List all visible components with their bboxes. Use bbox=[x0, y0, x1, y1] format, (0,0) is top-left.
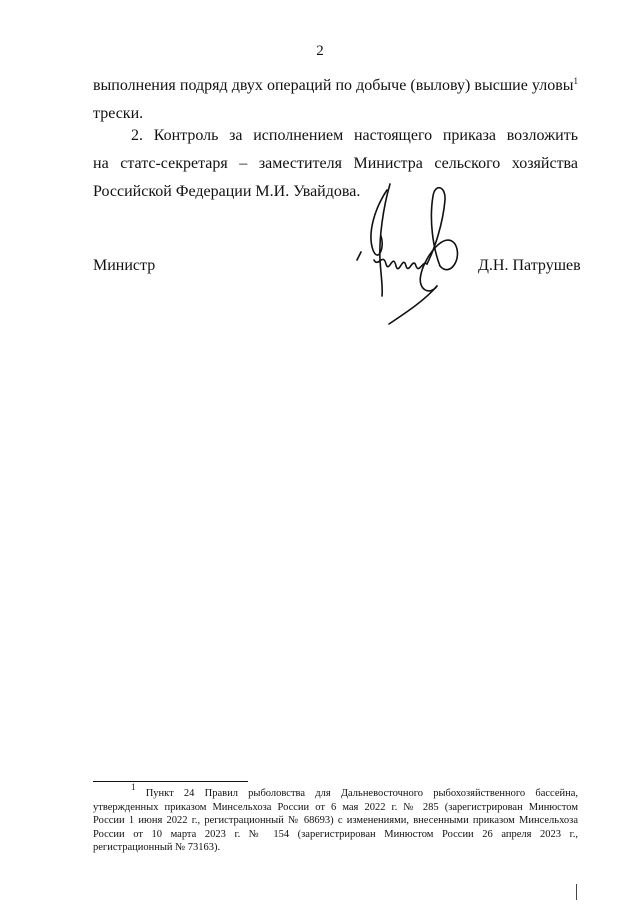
scan-artifact bbox=[576, 884, 577, 900]
footnote-divider bbox=[93, 781, 248, 782]
footnote-line-content: Пункт 24 Правил рыболовства для Дальневосточного рыбохозяйственного бассейна, bbox=[145, 788, 579, 799]
footnote-line: регистрационный № 73163). bbox=[93, 842, 221, 853]
handwritten-signature bbox=[345, 178, 480, 333]
text-line: Российской Федерации М.И. Увайдова. bbox=[93, 183, 361, 200]
signatory-name: Д.Н. Патрушев bbox=[478, 257, 581, 274]
paragraph-continuation bbox=[93, 72, 578, 128]
text-line: трески. bbox=[93, 105, 144, 122]
page-number: 2 bbox=[316, 43, 324, 59]
footnote bbox=[93, 782, 579, 855]
footnote-line: утвержденных приказом Минсельхоза России от 6 мая 2022 г. № 285 (зарегистрирован Минюстом bbox=[93, 801, 578, 813]
footnote-line: России от 10 марта 2023 г. № 154 (зарегистрирован Минюстом России 26 апреля 2023 г., bbox=[93, 828, 578, 840]
paragraph-item-2 bbox=[93, 122, 578, 206]
footnote-line bbox=[93, 782, 579, 801]
text-line-content: выполнения подряд двух операций по добыче (вылову) высшие уловы bbox=[93, 77, 574, 94]
text-line: 2. Контроль за исполнением настоящего приказа возложить bbox=[131, 127, 578, 144]
text-line bbox=[93, 72, 578, 100]
footnote-marker: 1 bbox=[131, 782, 136, 792]
footnote-line: России 1 июня 2022 г., регистрационный № 68693) с изменениями, внесенными приказом Минсельхоза bbox=[93, 815, 578, 826]
text-line: на статс-секретаря – заместителя Министра сельского хозяйства bbox=[93, 155, 578, 172]
signatory-position: Министр bbox=[93, 257, 156, 274]
footnote-reference: 1 bbox=[573, 76, 578, 86]
